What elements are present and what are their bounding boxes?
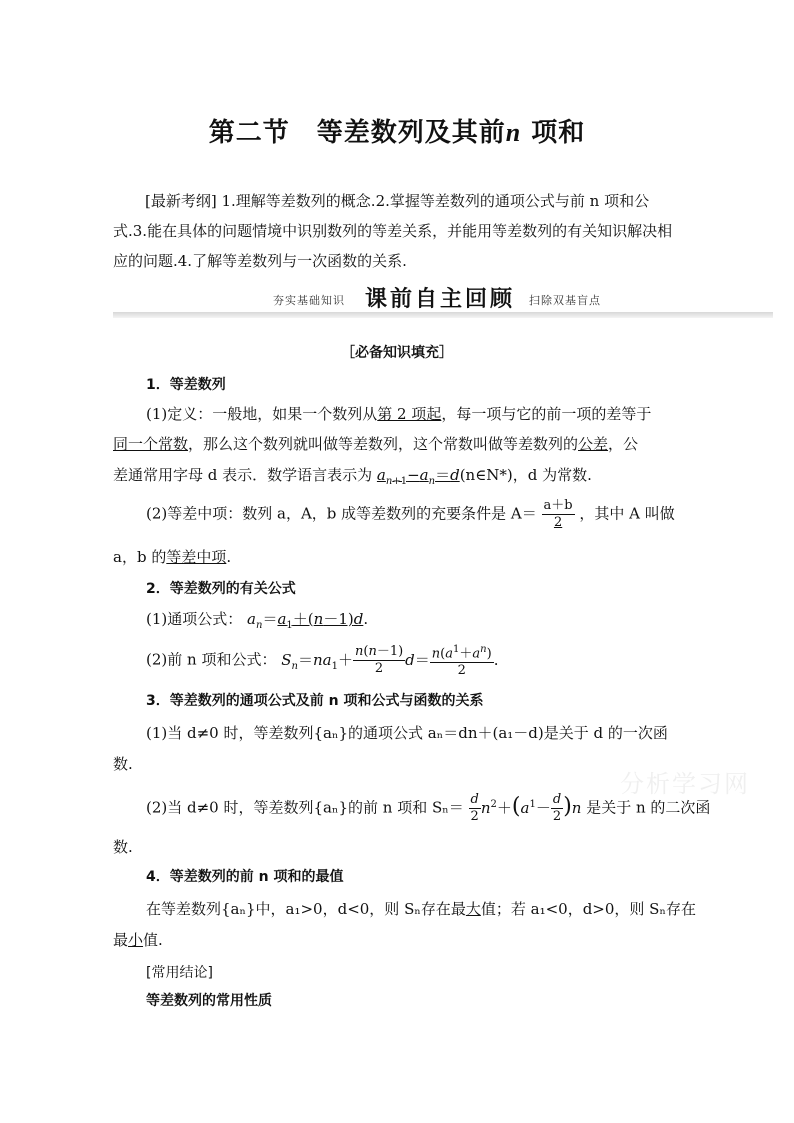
s1-heading: 1．等差数列 — [146, 377, 226, 393]
s1-def-line2: 同一个常数，那么这个数列就叫做等差数列，这个常数叫做等差数列的公差，公 — [113, 435, 639, 453]
page-title: 第二节 等差数列及其前n 项和 — [208, 118, 586, 148]
banner-right: 扫除双基盲点 — [529, 294, 601, 307]
banner-title: 课前自主回顾 — [365, 287, 516, 312]
fill-heading: ［必备知识填充］ — [341, 345, 453, 361]
s1-def-line1: (1)定义：一般地，如果一个数列从第 2 项起，每一项与它的前一项的差等于 — [146, 405, 652, 423]
s2-heading: 2．等差数列的有关公式 — [146, 581, 296, 597]
s1-def-line3: 差通常用字母 d 表示．数学语言表示为 $a_{n+1}-a_n=d(n\in N*)$，d 为常数. — [113, 466, 592, 487]
s3-p1b: 数. — [113, 755, 133, 773]
s3-p2: (2)当 d≠0 时，等差数列{aₙ}的前 n 项和 Sₙ＝ $\frac{d}{2}$ $n^2+(a^1-$ $\frac{d}{2}$ )n 是关于 n 的二次函 — [146, 792, 711, 824]
watermark: 分析学习网 — [620, 770, 750, 798]
syllabus-tag: [最新考纲] — [145, 192, 217, 210]
syllabus-paragraph — [113, 186, 683, 276]
quadratic-formula: $\frac{d}{2}$ $n^2+(a^1-$ $\frac{d}{2}$ )n — [470, 792, 582, 824]
s3-heading: 3．等差数列的通项公式及前 n 项和公式与函数的关系 — [146, 693, 484, 709]
s1-mid-line1: (2)等差中项：数列 a，A，b 成等差数列的充要条件是 A＝ $\frac{a+b}{2}$ ，其中 A 叫做 — [146, 498, 675, 530]
mid-fraction: $\frac{a+b}{2}$ — [543, 498, 573, 530]
common-heading: 等差数列的常用性质 — [146, 993, 272, 1009]
s2-formula1: (1)通项公式： $a_n=a_1+(n-1)d$. — [146, 610, 369, 631]
sum-formula: $S_n=na_1+$ $\frac{n(n-1)}{2}$ d＝ $\frac{n(a^1+a^n)}{2}$ . — [281, 644, 499, 679]
general-term-formula: $a_n=a_1+(n-1)d$. — [247, 610, 369, 631]
s4-heading: 4．等差数列的前 n 项和的最值 — [146, 869, 344, 885]
syllabus-text: 1.理解等差数列的概念.2.掌握等差数列的通项公式与前 n 项和公式.3.能在具体的问题情境中识别数列的等差关系，并能用等差数列的有关知识解决相应的问题.4.了解等差数列与一次函数的关系. — [113, 192, 673, 270]
def-formula: $a_{n+1}-a_n=d$ — [376, 466, 460, 487]
s3-p1: (1)当 d≠0 时，等差数列{aₙ}的通项公式 aₙ＝dn＋(a₁－d)是关于 d 的一次函 — [146, 724, 668, 742]
s3-p2b: 数. — [113, 838, 133, 856]
common-tag: [常用结论] — [146, 965, 213, 981]
banner-left: 夯实基础知识 — [273, 294, 345, 307]
s2-formula2: (2)前 n 项和公式： $S_n=na_1+$ $\frac{n(n-1)}{2}$ d＝ $\frac{n(a^1+a^n)}{2}$ . — [146, 644, 499, 679]
section-banner — [113, 284, 773, 320]
s1-mid-line2: a，b 的等差中项. — [113, 548, 232, 566]
s4-line1: 在等差数列{aₙ}中，a₁>0，d<0，则 Sₙ存在最大值；若 a₁<0，d>0，则 Sₙ存在 — [146, 900, 696, 918]
s4-line2: 最小值. — [113, 931, 163, 949]
